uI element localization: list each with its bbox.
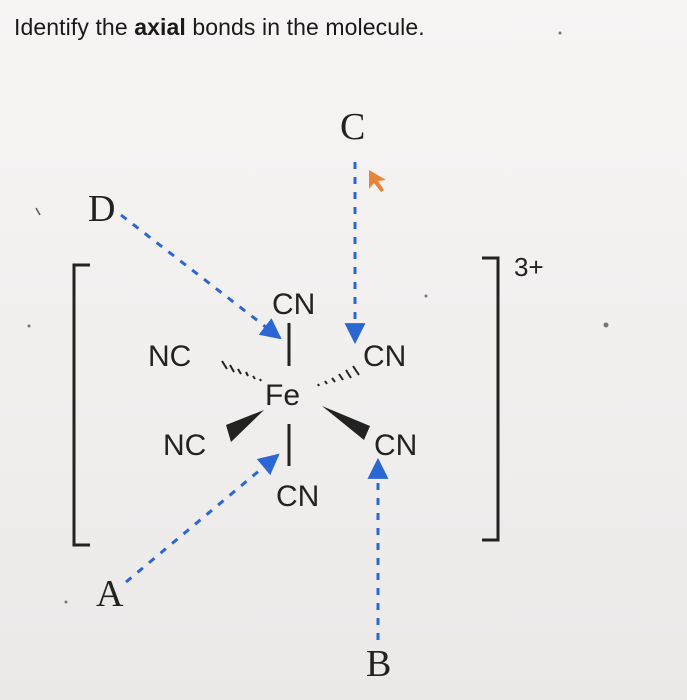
question-prefix: Identify the <box>14 14 135 40</box>
right-bracket <box>482 258 498 540</box>
charge-label: 3+ <box>514 252 544 282</box>
ligand-upper-left: NC <box>148 340 192 373</box>
arrow-d <box>121 215 280 338</box>
cursor-pointer-icon <box>369 170 386 192</box>
label-d: D <box>88 188 116 230</box>
bond-upper-right-hashed <box>318 366 359 386</box>
bond-lower-left-wedge <box>226 410 264 442</box>
label-b: B <box>366 643 392 685</box>
bond-lower-right-wedge <box>322 406 370 440</box>
ligand-top: CN <box>272 288 316 321</box>
arrow-a <box>126 455 278 582</box>
paper-specks <box>28 32 609 604</box>
left-bracket <box>74 265 90 545</box>
ligand-lower-right: CN <box>374 429 418 462</box>
ligand-bottom: CN <box>276 480 320 513</box>
label-a: A <box>96 573 124 615</box>
question-bold: axial <box>134 14 186 40</box>
center-atom: Fe <box>265 379 301 412</box>
label-c: C <box>340 106 366 148</box>
ligand-upper-right: CN <box>363 340 407 373</box>
bond-upper-left-hashed <box>222 361 261 381</box>
question-suffix: bonds in the molecule. <box>185 14 425 40</box>
ligand-lower-left: NC <box>163 429 207 462</box>
paper-speck-mark <box>36 208 40 215</box>
